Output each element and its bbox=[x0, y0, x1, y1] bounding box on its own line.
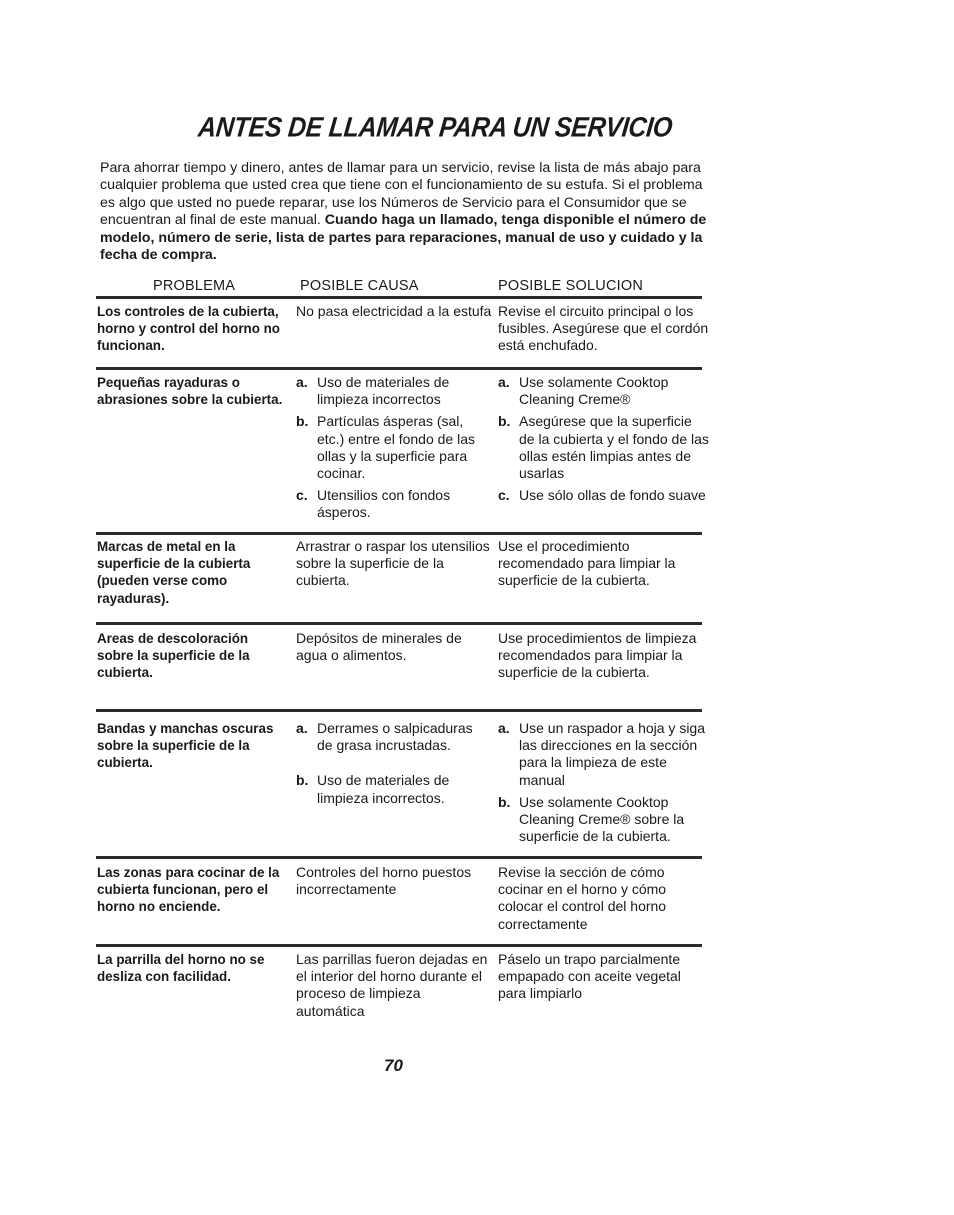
problem-cell: Areas de descoloración sobre la superficie de la cubierta. bbox=[97, 631, 250, 681]
item-letter: c. bbox=[296, 487, 308, 504]
item-text: Use un raspador a hoja y siga las direcciones en la sección para la limpieza de este manual bbox=[519, 720, 705, 788]
item-letter: a. bbox=[296, 374, 308, 390]
problem-cell: Bandas y manchas oscuras sobre la superficie de la cubierta. bbox=[97, 721, 274, 771]
row-divider bbox=[96, 532, 702, 535]
solution-item bbox=[498, 487, 710, 504]
cause-item bbox=[296, 720, 492, 754]
solution-cell bbox=[498, 720, 710, 850]
cause-item bbox=[296, 413, 492, 482]
row-divider bbox=[96, 367, 702, 370]
cause-item bbox=[296, 772, 492, 806]
item-text: Uso de materiales de limpieza incorrectos. bbox=[317, 772, 450, 806]
item-letter: c. bbox=[498, 487, 510, 504]
item-letter: b. bbox=[498, 413, 511, 430]
row-divider bbox=[96, 709, 702, 712]
problem-cell: Pequeñas rayaduras o abrasiones sobre la cubierta. bbox=[97, 375, 283, 408]
solution-cell: Revise la sección de cómo cocinar en el horno y cómo colocar el control del horno correctamente bbox=[498, 864, 667, 932]
item-letter: a. bbox=[296, 720, 308, 736]
solution-cell: Use procedimientos de limpieza recomendados para limpiar la superficie de la cubierta. bbox=[498, 630, 697, 681]
cause-cell bbox=[296, 374, 492, 527]
cause-cell: Arrastrar o raspar los utensilios sobre la superficie de la cubierta. bbox=[296, 538, 490, 589]
item-letter: b. bbox=[296, 772, 309, 789]
solution-cell bbox=[498, 374, 710, 509]
cause-cell: Controles del horno puestos incorrectamente bbox=[296, 864, 472, 898]
item-text: Derrames o salpicaduras de grasa incrustadas. bbox=[317, 720, 473, 754]
row-divider bbox=[96, 856, 702, 859]
solution-item bbox=[498, 720, 710, 789]
problem-cell: Las zonas para cocinar de la cubierta funcionan, pero el horno no enciende. bbox=[97, 865, 280, 915]
solution-item bbox=[498, 794, 710, 846]
intro-paragraph bbox=[100, 160, 715, 264]
page-title: ANTES DE LLAMAR PARA UN SERVICIO bbox=[196, 112, 674, 144]
cause-cell: Depósitos de minerales de agua o alimentos. bbox=[296, 630, 462, 664]
item-text: Partículas ásperas (sal, etc.) entre el fondo de las ollas y la superficie para cocinar. bbox=[317, 413, 475, 482]
item-letter: a. bbox=[498, 374, 510, 390]
row-divider bbox=[96, 296, 702, 299]
solution-cell: Use el procedimiento recomendado para limpiar la superficie de la cubierta. bbox=[498, 538, 676, 589]
row-divider bbox=[96, 622, 702, 625]
solution-item bbox=[498, 374, 710, 408]
item-text: Asegúrese que la superficie de la cubierta y el fondo de las ollas estén limpias antes de usarlas bbox=[519, 413, 709, 482]
cause-cell: No pasa electricidad a la estufa bbox=[296, 303, 492, 319]
item-text: Use solamente Cooktop Cleaning Creme® sobre la superficie de la cubierta. bbox=[519, 793, 685, 845]
intro-text: Para ahorrar tiempo y dinero, antes de llamar para un servicio, revise la lista de más abajo para cualquier problema que usted crea que tiene con el funcionamiento de su estufa. Si el problema es algo que usted no puede reparar, use los Números de Servicio para el Consumidor que se encuentran al final de este manual. bbox=[100, 160, 703, 229]
row-divider bbox=[96, 944, 702, 947]
item-letter: b. bbox=[296, 413, 309, 430]
item-letter: a. bbox=[498, 720, 510, 736]
intro-bold-text: Cuando haga un llamado, tenga disponible el número de modelo, número de serie, lista de partes para reparaciones, manual de uso y cuidado y la fecha de compra. bbox=[100, 212, 707, 264]
cause-item bbox=[296, 487, 492, 521]
cause-cell: Las parrillas fueron dejadas en el interior del horno durante el proceso de limpieza automática bbox=[296, 951, 488, 1019]
cause-item bbox=[296, 374, 492, 408]
header-posible-causa: POSIBLE CAUSA bbox=[300, 278, 419, 294]
problem-cell: Los controles de la cubierta, horno y control del horno no funcionan. bbox=[97, 304, 280, 354]
header-posible-solucion: POSIBLE SOLUCION bbox=[498, 278, 644, 294]
problem-cell: Marcas de metal en la superficie de la cubierta (pueden verse como rayaduras). bbox=[97, 539, 251, 606]
problem-cell: La parrilla del horno no se desliza con facilidad. bbox=[97, 952, 265, 985]
header-problema: PROBLEMA bbox=[153, 278, 236, 294]
page-number: 70 bbox=[384, 1056, 403, 1075]
solution-cell: Páselo un trapo parcialmente empapado con aceite vegetal para limpiarlo bbox=[498, 951, 681, 1002]
item-text: Use solamente Cooktop Cleaning Creme® bbox=[519, 374, 669, 408]
solution-item bbox=[498, 413, 710, 482]
item-text: Use sólo ollas de fondo suave bbox=[519, 487, 706, 504]
solution-cell: Revise el circuito principal o los fusibles. Asegúrese que el cordón está enchufado. bbox=[498, 303, 709, 354]
item-text: Uso de materiales de limpieza incorrectos bbox=[317, 374, 450, 408]
item-letter: b. bbox=[498, 793, 511, 810]
item-text: Utensilios con fondos ásperos. bbox=[317, 487, 451, 521]
cause-cell bbox=[296, 720, 492, 812]
